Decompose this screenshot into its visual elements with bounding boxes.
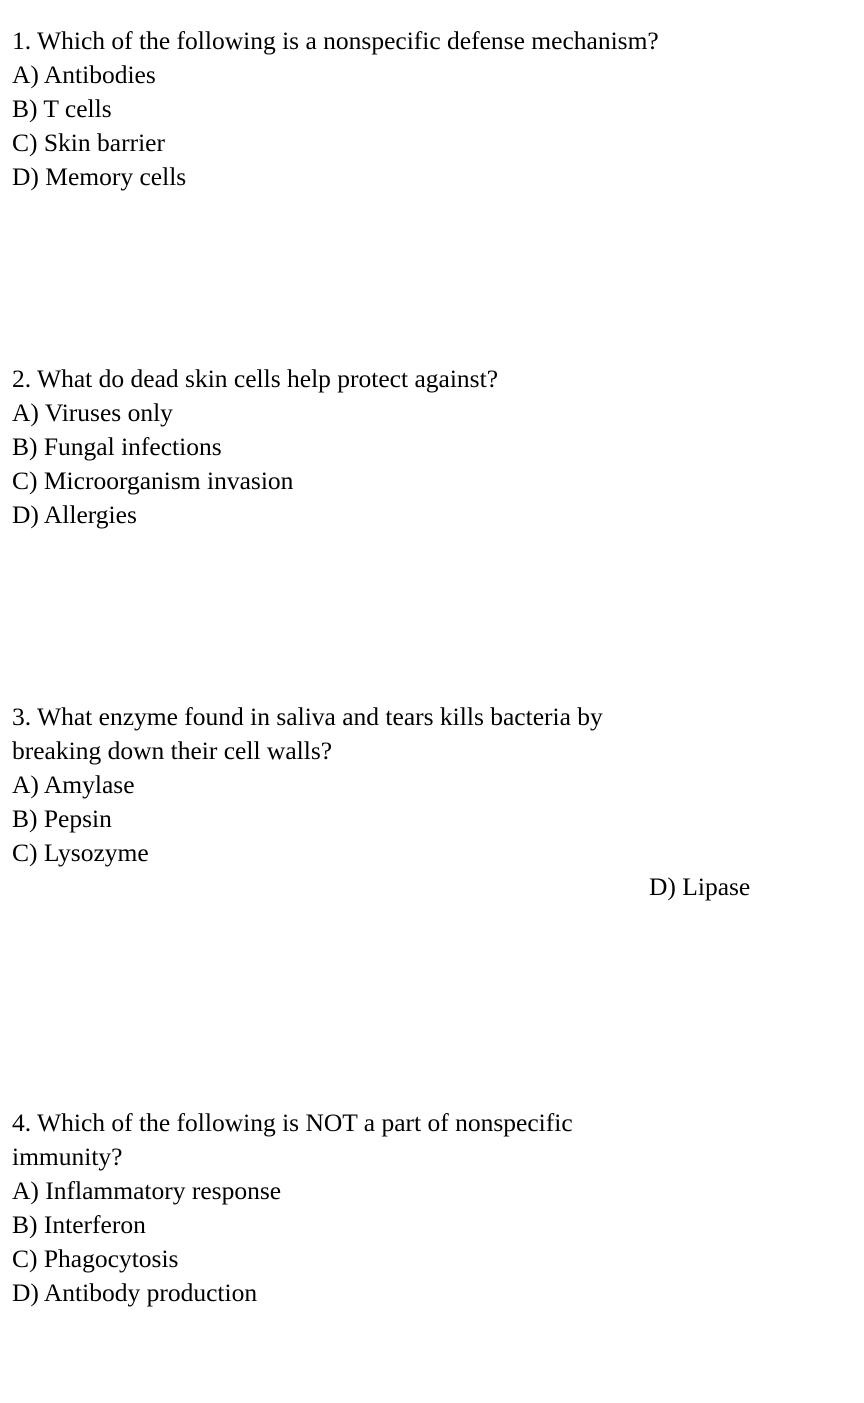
question-1-stem: 1. Which of the following is a nonspecific defense mechanism? (12, 26, 659, 55)
question-3-option-a: A) Amylase (12, 770, 135, 799)
question-2-option-b: B) Fungal infections (12, 432, 222, 461)
question-1 (12, 24, 852, 194)
question-1-option-c: C) Skin barrier (12, 128, 165, 157)
question-4-option-a: A) Inflammatory response (12, 1176, 282, 1205)
question-4-stem-line-1: 4. Which of the following is NOT a part of nonspecific (12, 1108, 573, 1137)
question-4-stem-line-2: immunity? (12, 1142, 123, 1171)
question-3-stem-line-2: breaking down their cell walls? (12, 736, 333, 765)
question-2-stem: 2. What do dead skin cells help protect against? (12, 364, 499, 393)
question-2-option-c: C) Microorganism invasion (12, 466, 294, 495)
question-1-option-a: A) Antibodies (12, 60, 156, 89)
question-4-option-b: B) Interferon (12, 1210, 146, 1239)
question-3 (12, 700, 852, 904)
question-3-stem-line-1: 3. What enzyme found in saliva and tears kills bacteria by (12, 702, 603, 731)
question-3-option-c: C) Lysozyme (12, 838, 149, 867)
question-2-option-a: A) Viruses only (12, 398, 173, 427)
question-4 (12, 1106, 852, 1310)
question-1-option-b: B) T cells (12, 94, 112, 123)
question-2 (12, 362, 852, 532)
question-2-option-d: D) Allergies (12, 500, 137, 529)
question-3-option-d: D) Lipase (649, 872, 751, 901)
question-4-option-c: C) Phagocytosis (12, 1244, 179, 1273)
question-4-option-d: D) Antibody production (12, 1278, 258, 1307)
question-1-option-d: D) Memory cells (12, 162, 187, 191)
question-3-option-b: B) Pepsin (12, 804, 112, 833)
